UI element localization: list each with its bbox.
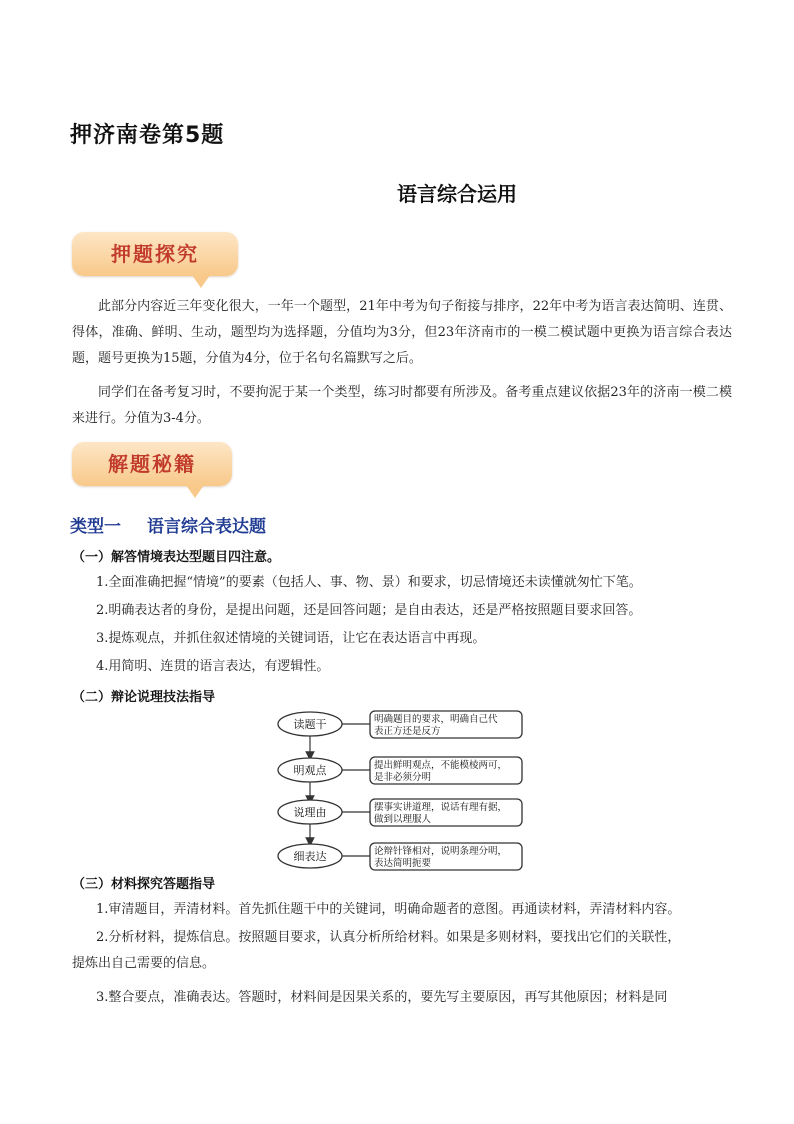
flow-note-2-line-1: 提出鲜明观点，不能模棱两可，: [374, 760, 508, 771]
section-1-item-2: 2.明确表达者的身份，是提出问题，还是回答问题；是自由表达，还是严格按照题目要求回答。: [96, 603, 642, 618]
section-3-item-2: 2.分析材料，提炼信息。按照题目要求，认真分析所给材料。如果是多则材料，要找出它们的关联性，: [96, 930, 681, 945]
section-1-item-3: 3.提炼观点，并抓住叙述情境的关键词语，让它在表达语言中再现。: [96, 631, 486, 646]
section-3-item-3: 3.整合要点，准确表达。答题时，材料间是因果关系的，要先写主要原因，再写其他原因；材料是同: [96, 990, 668, 1005]
banner-exploration: [72, 232, 238, 276]
section-1-heading: （一）解答情境表达型题目四注意。: [72, 550, 281, 565]
flow-note-3-line-1: 摆事实讲道理，说话有理有据，: [374, 802, 508, 813]
flow-note-1-line-1: 明确题目的要求，明确自己代: [374, 714, 498, 725]
section-2-heading: （二）辩论说理技法指导: [72, 690, 216, 705]
page-subtitle: 语言综合运用: [397, 182, 517, 206]
flow-note-4-line-1: 论辩针锋相对，说明条理分明，: [374, 846, 508, 857]
section-3-item-1: 1.审清题目，弄清材料。首先抓住题干中的关键词，明确命题者的意图。再通读材料，弄清材料内容。: [96, 902, 681, 917]
intro-paragraph-2: 同学们在备考复习时，不要拘泥于某一个类型，练习时都要有所涉及。备考重点建议依据23年的济南一模二模来进行。分值为3-4分。: [72, 385, 732, 426]
type-heading: [70, 512, 266, 537]
flow-note-2-line-2: 是非必须分明: [374, 772, 432, 783]
flow-node-3-label: 说理由: [293, 806, 327, 819]
flow-node-4-label: 细表达: [293, 850, 327, 863]
banner-exploration-label: 押题探究: [111, 242, 199, 266]
section-3-heading: （三）材料探究答题指导: [72, 877, 216, 892]
type-name: 语言综合表达题: [147, 517, 266, 537]
debate-flowchart: [270, 706, 530, 872]
section-1-item-4: 4.用简明、连贯的语言表达，有逻辑性。: [96, 659, 330, 674]
flow-note-4-line-2: 表达简明扼要: [374, 858, 432, 869]
flow-node-2-label: 明观点: [293, 764, 327, 777]
banner-solving-tips: [72, 442, 232, 486]
flow-node-1-label: 读题干: [293, 718, 327, 731]
page-title: 押济南卷第5题: [70, 123, 225, 148]
flow-note-1-line-2: 表正方还是反方: [374, 726, 441, 737]
flow-note-3-line-2: 做到以理服人: [374, 814, 432, 825]
section-1-item-1: 1.全面准确把握“情境”的要素（包括人、事、物、景）和要求，切忌情境还未读懂就匆忙下笔。: [96, 575, 642, 590]
section-3-item-2-continued: 提炼出自己需要的信息。: [72, 956, 216, 971]
banner-solving-tips-label: 解题秘籍: [108, 452, 196, 476]
type-label: 类型一: [70, 517, 121, 537]
intro-paragraph-1: 此部分内容近三年变化很大，一年一个题型，21年中考为句子衔接与排序，22年中考为语言表达简明、连贯、得体，准确、鲜明、生动，题型均为选择题，分值均为3分，但23年济南市的一模二模试题中更换为语言综合表达题，题号更换为15题，分值为4分，位于名句名篇默写之后。: [72, 299, 732, 366]
